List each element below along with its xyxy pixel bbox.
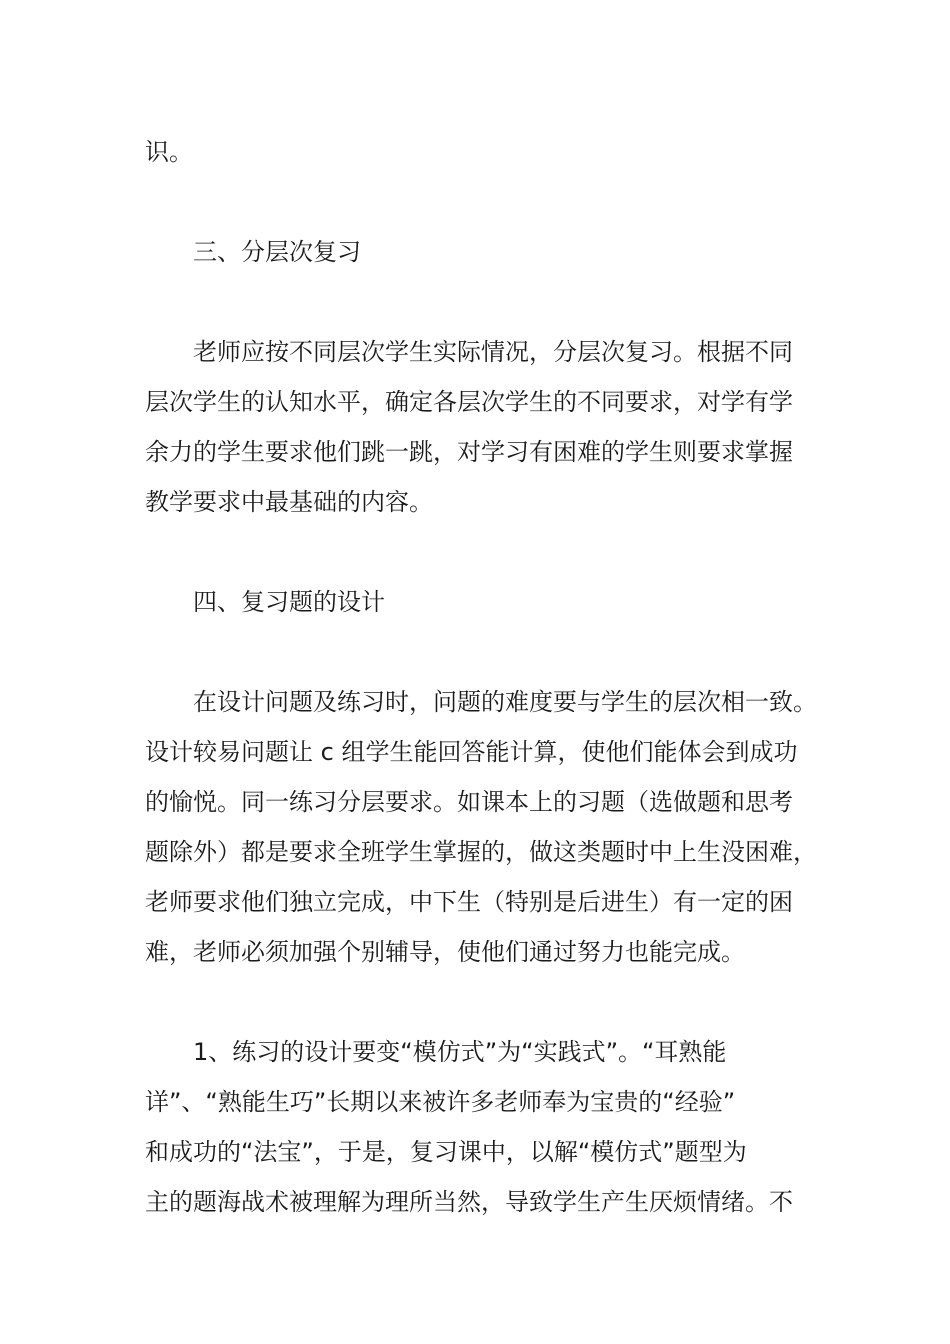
- heading-text: 三、分层次复习: [193, 238, 361, 266]
- paragraph-line: 题除外）都是要求全班学生掌握的，做这类题时中上生没困难，: [145, 838, 817, 866]
- paragraph: [145, 327, 825, 527]
- paragraph: [145, 1027, 825, 1227]
- document-body: [145, 127, 825, 1227]
- paragraph-line: 难，老师必须加强个别辅导，使他们通过努力也能完成。: [145, 938, 745, 966]
- section-heading: [145, 577, 825, 627]
- heading-text: 四、复习题的设计: [193, 588, 385, 616]
- paragraph-line: 余力的学生要求他们跳一跳，对学习有困难的学生则要求掌握: [145, 438, 793, 466]
- paragraph-line: 1、练习的设计要变“模仿式”为“实践式”。“耳熟能: [193, 1038, 727, 1066]
- paragraph-line: 教学要求中最基础的内容。: [145, 488, 433, 516]
- paragraph: [145, 127, 825, 177]
- paragraph-line: 层次学生的认知水平，确定各层次学生的不同要求，对学有学: [145, 388, 793, 416]
- paragraph-spacing: [145, 277, 825, 327]
- paragraph: [145, 677, 825, 977]
- paragraph-line: 老师要求他们独立完成，中下生（特别是后进生）有一定的困: [145, 888, 793, 916]
- paragraph-spacing: [145, 177, 825, 227]
- paragraph-line: 的愉悦。同一练习分层要求。如课本上的习题（选做题和思考: [145, 788, 793, 816]
- paragraph-spacing: [145, 527, 825, 577]
- section-heading: [145, 227, 825, 277]
- paragraph-line: 主的题海战术被理解为理所当然，导致学生产生厌烦情绪。不: [145, 1188, 793, 1216]
- paragraph-line: 老师应按不同层次学生实际情况，分层次复习。根据不同: [193, 338, 793, 366]
- paragraph-line: 和成功的“法宝”，于是，复习课中，以解“模仿式”题型为: [145, 1138, 747, 1166]
- paragraph-line: 识。: [145, 138, 193, 166]
- paragraph-spacing: [145, 627, 825, 677]
- paragraph-line: 详”、“熟能生巧”长期以来被许多老师奉为宝贵的“经验”: [145, 1088, 736, 1116]
- paragraph-spacing: [145, 977, 825, 1027]
- paragraph-line: 在设计问题及练习时，问题的难度要与学生的层次相一致。: [193, 688, 817, 716]
- paragraph-line: 设计较易问题让 c 组学生能回答能计算，使他们能体会到成功: [145, 738, 798, 766]
